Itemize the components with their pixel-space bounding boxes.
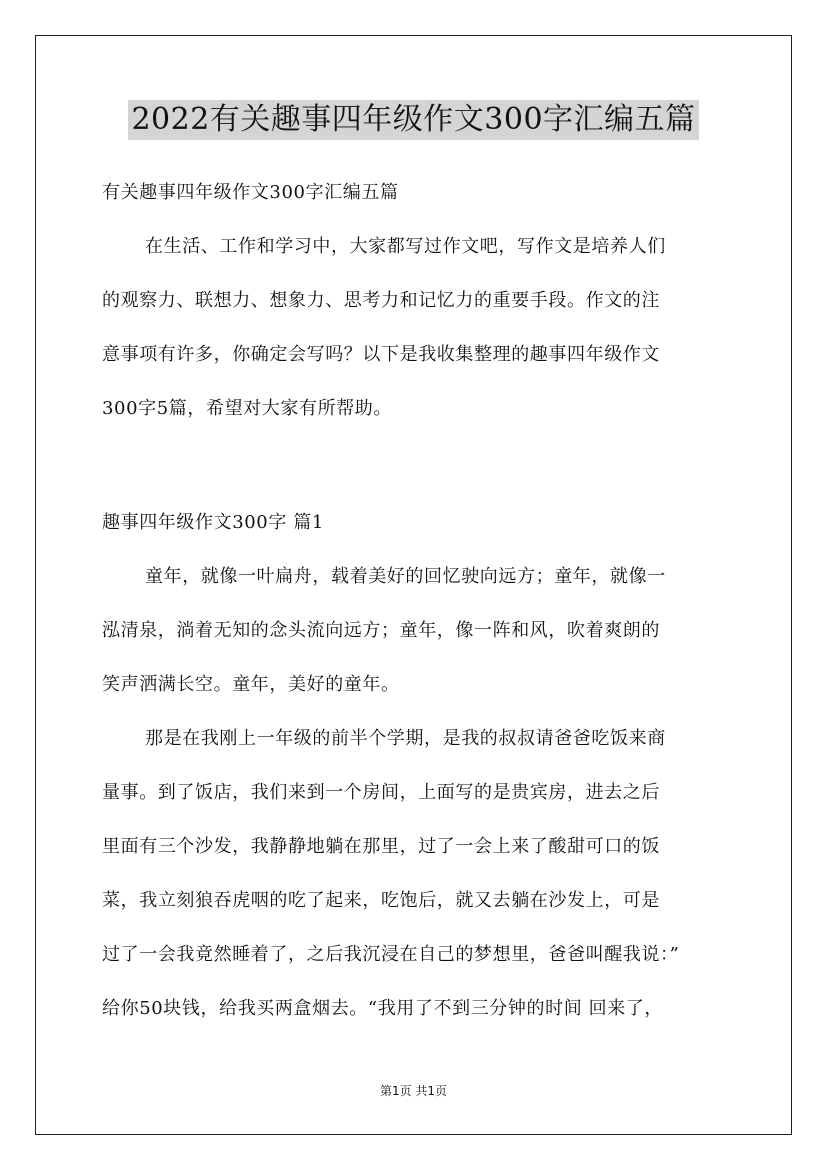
text-line: 过了一会我竟然睡着了，之后我沉浸在自己的梦想里，爸爸叫醒我说：”	[102, 944, 680, 965]
text-line: 给你50块钱，给我买两盒烟去。“我用了不到三分钟的时间 回来了，	[102, 998, 664, 1019]
text-line: 意事项有许多，你确定会写吗？以下是我收集整理的趣事四年级作文	[102, 344, 660, 365]
document-body	[102, 178, 732, 1024]
subtitle: 有关趣事四年级作文300字汇编五篇	[102, 182, 399, 203]
page-footer: 第1页 共1页	[379, 1084, 448, 1098]
intro-paragraph	[102, 232, 732, 424]
text-line: 笑声洒满长空。童年，美好的童年。	[102, 674, 400, 695]
text-line: 在生活、工作和学习中，大家都写过作文吧，写作文是培养人们	[145, 236, 666, 257]
text-line: 童年，就像一叶扁舟，载着美好的回忆驶向远方；童年，就像一	[145, 566, 666, 587]
text-line: 那是在我刚上一年级的前半个学期，是我的叔叔请爸爸吃饭来商	[145, 728, 666, 749]
text-line: 300字5篇，希望对大家有所帮助。	[102, 398, 393, 419]
title-container	[0, 100, 827, 140]
document-title: 2022有关趣事四年级作文300字汇编五篇	[128, 100, 698, 140]
paragraph-1	[102, 562, 732, 700]
text-line: 泓清泉，淌着无知的念头流向远方；童年，像一阵和风，吹着爽朗的	[102, 620, 660, 641]
section-heading: 趣事四年级作文300字 篇1	[102, 512, 324, 533]
text-line: 量事。到了饭店，我们来到一个房间，上面写的是贵宾房，进去之后	[102, 782, 660, 803]
paragraph-2	[102, 724, 732, 1024]
text-line: 的观察力、联想力、想象力、思考力和记忆力的重要手段。作文的注	[102, 290, 660, 311]
text-line: 里面有三个沙发，我静静地躺在那里，过了一会上来了酸甜可口的饭	[102, 836, 660, 857]
text-line: 菜，我立刻狼吞虎咽的吃了起来，吃饱后，就又去躺在沙发上，可是	[102, 890, 660, 911]
